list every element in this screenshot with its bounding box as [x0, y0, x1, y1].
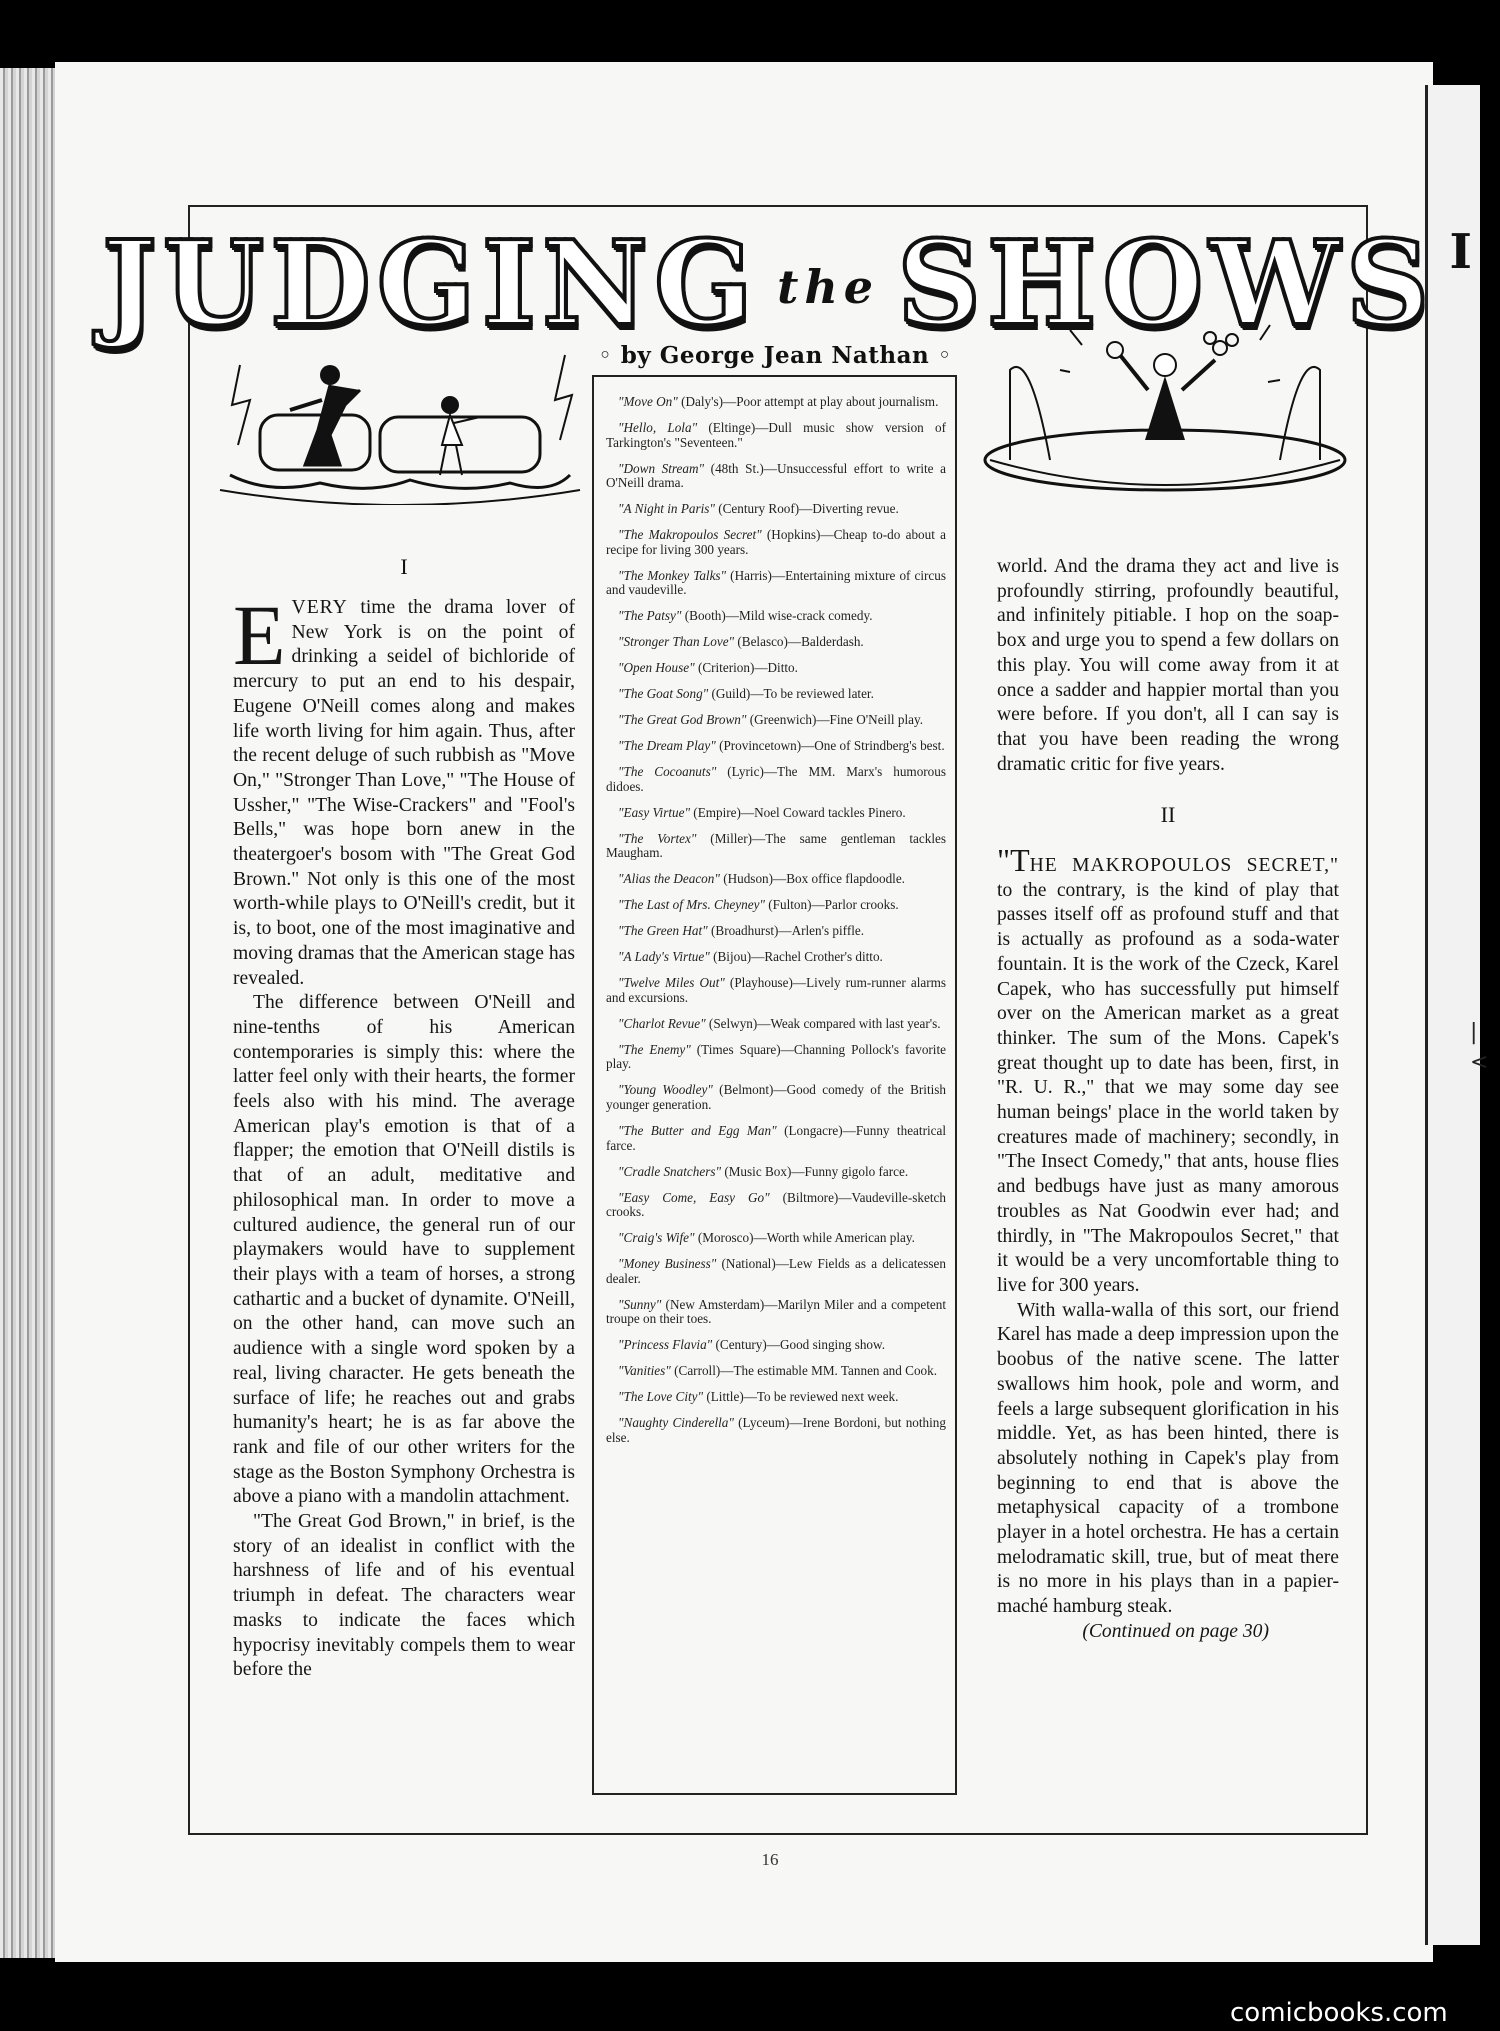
listing-play-title: "A Night in Paris": [618, 501, 715, 517]
listing-play-title: "Hello, Lola": [618, 419, 698, 435]
continued-note: (Continued on page 30): [1082, 1620, 1269, 1642]
listing-entry: [606, 1390, 946, 1405]
listing-review: (Broadhurst)—Arlen's piffle.: [707, 923, 865, 939]
play-listings: [606, 395, 946, 1457]
listing-play-title: "Vanities": [618, 1363, 671, 1379]
paragraph-3: "The Great God Brown," in brief, is the story of an idealist in conflict with the harshness of life and of his eventual triumph in defeat. The characters wear masks to indicate the faces which hypocrisy inevitably compels them to wear before the: [233, 1511, 575, 1681]
listing-play-title: "Naughty Cinderella": [618, 1415, 734, 1431]
listing-play-title: "The Great God Brown": [618, 712, 747, 728]
listing-review: (Music Box)—Funny gigolo farce.: [721, 1163, 909, 1179]
listing-play-title: "The Dream Play": [618, 738, 716, 754]
listing-play-title: "Charlot Revue": [618, 1015, 706, 1031]
illustration-stage: [970, 310, 1360, 510]
listing-play-title: "Down Stream": [618, 460, 705, 476]
listing-entry: [606, 950, 946, 965]
listing-entry: [606, 1257, 946, 1286]
listing-review: (Lyceum)—Irene Bordoni, but nothing else.: [606, 1415, 946, 1445]
listing-review: (Miller)—The same gentleman tackles Maugham.: [606, 830, 946, 861]
watermark: comicbooks.com: [1230, 1998, 1448, 2028]
listing-play-title: "Sunny": [618, 1296, 662, 1312]
listing-review: (Playhouse)—Lively rum-runner alarms and excursions.: [606, 975, 947, 1005]
title-word-the: the: [777, 260, 880, 314]
listing-entry: [606, 502, 946, 517]
listing-play-title: "Easy Virtue": [618, 804, 690, 820]
page-number: 16: [761, 1850, 779, 1869]
listing-entry: [606, 1017, 946, 1032]
listing-entry: [606, 765, 946, 794]
listing-review: (Longacre)—Funny theatrical farce.: [606, 1122, 946, 1153]
listing-play-title: "Move On": [618, 394, 678, 409]
listing-play-title: "The Green Hat": [618, 923, 708, 939]
listing-entry: [606, 924, 946, 939]
illustration-proposal: [210, 345, 590, 505]
listing-review: (Guild)—To be reviewed later.: [708, 686, 874, 702]
listing-review: (Empire)—Noel Coward tackles Pinero.: [690, 804, 906, 820]
listing-review: (Little)—To be reviewed next week.: [703, 1389, 899, 1405]
listing-review: (Selwyn)—Weak compared with last year's.: [705, 1015, 941, 1031]
listing-review: (New Amsterdam)—Marilyn Miler and a competent troupe on their toes.: [606, 1296, 946, 1327]
listing-entry: [606, 1298, 946, 1327]
listing-review: (Belasco)—Balderdash.: [734, 634, 864, 650]
listing-play-title: "The Butter and Egg Man": [618, 1122, 777, 1138]
listing-play-title: "The Enemy": [618, 1041, 691, 1057]
listing-entry: [606, 1124, 946, 1153]
paragraph-6: With walla-walla of this sort, our friend Karel has made a deep impression upon the boobus of the native scene. The latter swallows him hook, pole and worm, and feels a large subsequent glorification in his middle. Yet, as has been hinted, there is absolutely nothing in Capek's play from beginning to end that is above the metaphysical capacity of a trombone player in a hotel orchestra. He has a certain melodramatic skill, true, but of meat there is no more in his plays than in a papier-maché hamburg steak.: [997, 1299, 1339, 1618]
listing-entry: [606, 687, 946, 702]
listing-entry: [606, 1416, 946, 1445]
listing-review: (48th St.)—Unsuccessful effort to write a O'Neill drama.: [606, 460, 946, 491]
listing-entry: [606, 872, 946, 887]
listing-review: (Fulton)—Parlor crooks.: [764, 897, 899, 913]
listing-play-title: "Easy Come, Easy Go": [618, 1189, 770, 1205]
listing-entry: [606, 1043, 946, 1072]
listing-review: (Times Square)—Channing Pollock's favorite play.: [606, 1041, 946, 1072]
edge-mark-2: <: [1470, 1050, 1489, 1075]
listing-review: (Bijou)—Rachel Crother's ditto.: [709, 949, 883, 965]
listing-play-title: "The Love City": [618, 1389, 704, 1405]
listing-play-title: "The Vortex": [618, 830, 697, 846]
section-heading-ii: II: [1160, 802, 1176, 828]
listing-review: (Hudson)—Box office flapdoodle.: [719, 871, 905, 887]
paragraph-5-text: to the contrary, is the kind of play that passes itself off as profound stuff and that is actually as profound as a soda-water fountain. It is the work of the Czeck, Karel Capek, who has successfully put himself over on the American market as a great thinker. The sum of the Mons. Capek's great thought up to date has been, first, in "R. U. R.," that we may some day see human beings' place in the world taken by creatures made of machinery; secondly, in "The Insect Comedy," that ants, house flies and bedbugs have just as many amorous troubles as Nat Goodwin ever had; and thirdly, in "The Makropoulos Secret," that it would be a very uncomfortable thing to live for 300 years.: [997, 879, 1339, 1296]
listing-entry: [606, 1083, 946, 1112]
listing-play-title: "The Goat Song": [618, 686, 709, 702]
listing-review: (Greenwich)—Fine O'Neill play.: [746, 712, 923, 728]
listing-review: (Century Roof)—Diverting revue.: [714, 501, 899, 517]
listing-play-title: "The Makropoulos Secret": [618, 527, 762, 543]
listing-play-title: "Open House": [618, 660, 695, 676]
listing-entry: [606, 1191, 946, 1220]
listing-review: (Eltinge)—Dull music show version of Tarkington's "Seventeen.": [606, 419, 947, 450]
proposal-drawing: [210, 345, 590, 505]
right-column: [997, 555, 1339, 1645]
listing-play-title: "The Patsy": [618, 608, 682, 624]
listing-review: (Daly's)—Poor attempt at play about journalism.: [677, 394, 939, 409]
section-ii-opening: "T: [997, 842, 1030, 879]
listing-entry: [606, 1165, 946, 1180]
listing-entry: [606, 1231, 946, 1246]
listing-entry: [606, 1364, 946, 1379]
section-ii-lead: HE MAKROPOULOS SECRET,": [1029, 855, 1339, 877]
listing-entry: [606, 832, 946, 861]
paragraph-1: [233, 587, 575, 991]
listing-play-title: "Alias the Deacon": [618, 871, 720, 887]
listing-entry: [606, 635, 946, 650]
listing-entry: [606, 898, 946, 913]
listing-entry: [606, 1338, 946, 1353]
section-heading-i: I: [400, 554, 408, 579]
paragraph-1-text: time the drama lover of New York is on the point of drinking a seidel of bichloride of mercury to put an end to his despair, Eugene O'Neill comes along and makes life worth living for him again. Thus, after the recent deluge of such rubbish as "Move On," "Stronger Than Love," "The House of Ussher," "The Wise-Crackers" and "Fool's Bells," was hope born anew in the theatergoer's bosom with "The Great God Brown." Not only is this one of the most worth-while plays to O'Neill's credit, but it is, to boot, one of the most imaginative and moving dramas that the American stage has revealed.: [233, 597, 575, 989]
book-page-edge-right: [1425, 85, 1480, 1945]
byline: ◦ by George Jean Nathan ◦: [598, 342, 952, 369]
listing-play-title: "The Last of Mrs. Cheyney": [618, 897, 765, 913]
listing-review: (Century)—Good singing show.: [712, 1337, 885, 1353]
listing-review: (Hopkins)—Cheap to-do about a recipe for living 300 years.: [606, 527, 946, 557]
listing-entry: [606, 462, 946, 491]
listing-review: (Biltmore)—Vaudeville-sketch crooks.: [606, 1189, 946, 1220]
listing-entry: [606, 395, 946, 410]
listing-entry: [606, 806, 946, 821]
paragraph-4: world. And the drama they act and live is profoundly stirring, profoundly beautiful, and infinitely pitiable. I hop on the soap-box and urge you to spend a few dollars on this play. You will come away from it at once a sadder and happier mortal than you were before. If you don't, all I can say is that you have been reading the wrong dramatic critic for five years.: [997, 556, 1339, 775]
listing-play-title: "Princess Flavia": [618, 1337, 713, 1353]
listing-review: (Morosco)—Worth while American play.: [694, 1230, 915, 1246]
listing-play-title: "Craig's Wife": [618, 1230, 695, 1246]
listing-play-title: "Stronger Than Love": [618, 634, 735, 650]
title-word-judging: JUDGING: [102, 216, 760, 352]
listing-entry: [606, 569, 946, 598]
listing-entry: [606, 713, 946, 728]
paragraph-5: [997, 842, 1339, 1299]
listing-review: (Belmont)—Good comedy of the British younger generation.: [606, 1082, 946, 1112]
listing-entry: [606, 739, 946, 754]
listing-review: (Harris)—Entertaining mixture of circus and vaudeville.: [606, 567, 946, 598]
listing-entry: [606, 609, 946, 624]
listing-entry: [606, 421, 946, 450]
lead-in: VERY: [291, 597, 348, 618]
listing-play-title: "Young Woodley": [618, 1082, 713, 1098]
listing-review: (Criterion)—Ditto.: [694, 660, 798, 676]
listing-play-title: "Money Business": [618, 1256, 717, 1272]
listing-review: (Booth)—Mild wise-crack comedy.: [681, 608, 873, 624]
left-column: [233, 587, 575, 1683]
listing-review: (National)—Lew Fields as a delicatessen dealer.: [606, 1256, 946, 1286]
listing-entry: [606, 528, 946, 557]
paragraph-2: The difference between O'Neill and nine-tenths of his American contemporaries is simply this: where the latter feel only with their hearts, the former feels also with his mind. The average American play's emotion is that of a flapper; the emotion that O'Neill distils is that of an adult, meditative and philosophical man. In order to move a cultured audience, the general run of our playmakers would have to supplement their plays with a team of horses, a strong cathartic and a bucket of dynamite. O'Neill, on the other hand, can move such an audience with a single word spoken by a real, living character. He gets beneath the surface of life; he reaches out and grabs humanity's heart; he is as far above the rank and file of our other writers for the stage as the Boston Symphony Orchestra is above a piano with a mandolin attachment.: [233, 992, 575, 1508]
title-word-shows: SHOWS: [897, 216, 1436, 352]
listing-review: (Carroll)—The estimable MM. Tannen and Cook.: [670, 1363, 938, 1379]
listing-review: (Lyric)—The MM. Marx's humorous didoes.: [606, 764, 946, 794]
stage-drawing: [970, 310, 1360, 510]
listing-play-title: "The Cocoanuts": [618, 764, 717, 780]
listing-play-title: "A Lady's Virtue": [618, 949, 710, 965]
listing-review: (Provincetown)—One of Strindberg's best.: [715, 738, 945, 754]
listing-play-title: "Cradle Snatchers": [618, 1163, 722, 1179]
listing-play-title: "The Monkey Talks": [618, 567, 727, 583]
listing-play-title: "Twelve Miles Out": [618, 975, 725, 991]
title-numeral: I: [1449, 224, 1478, 280]
drop-cap: E: [233, 587, 286, 683]
listing-entry: [606, 661, 946, 676]
edge-mark-1: |: [1470, 1020, 1478, 1045]
book-page-edges-left: [0, 68, 60, 1958]
listing-entry: [606, 976, 946, 1005]
